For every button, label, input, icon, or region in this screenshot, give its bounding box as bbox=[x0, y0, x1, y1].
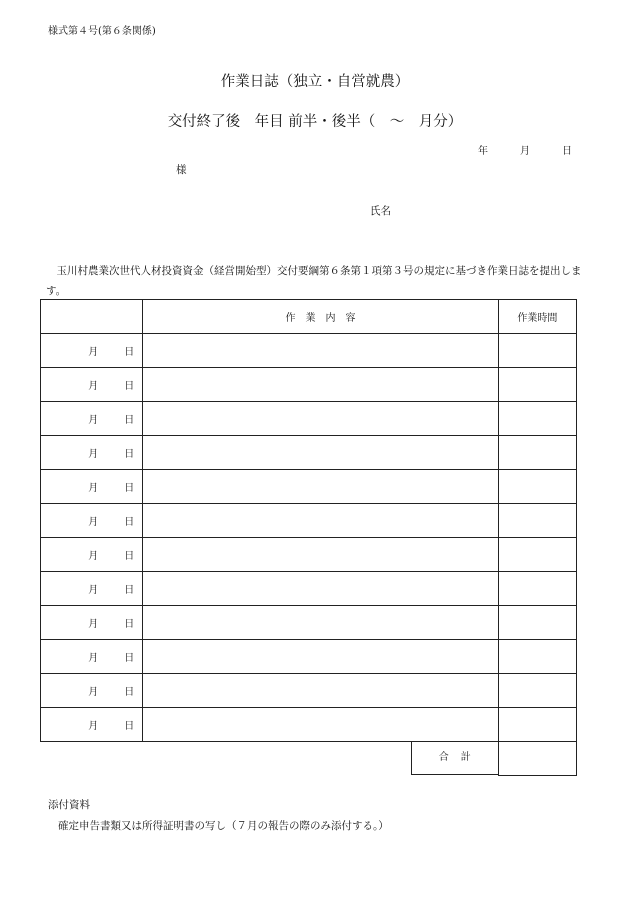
work-hours-cell[interactable] bbox=[498, 606, 576, 640]
day-label: 日 bbox=[124, 517, 135, 528]
month-label: 月 bbox=[88, 619, 99, 630]
month-label: 月 bbox=[88, 585, 99, 596]
work-hours-cell[interactable] bbox=[498, 538, 576, 572]
work-hours-cell[interactable] bbox=[498, 436, 576, 470]
work-content-cell[interactable] bbox=[143, 674, 499, 708]
date-cell[interactable] bbox=[41, 572, 143, 606]
date-cell[interactable] bbox=[41, 368, 143, 402]
form-number: 様式第４号(第６条関係) bbox=[48, 26, 156, 37]
table-row bbox=[41, 402, 577, 436]
work-content-cell[interactable] bbox=[143, 504, 499, 538]
day-label: 日 bbox=[124, 381, 135, 392]
date-day-label: 日 bbox=[562, 146, 572, 157]
header-work-content: 作 業 内 容 bbox=[143, 300, 499, 334]
date-cell[interactable] bbox=[41, 674, 143, 708]
work-hours-cell[interactable] bbox=[498, 402, 576, 436]
work-log-table bbox=[40, 299, 577, 776]
table-row bbox=[41, 334, 577, 368]
table-row bbox=[41, 504, 577, 538]
work-hours-cell[interactable] bbox=[498, 470, 576, 504]
date-year-label: 年 bbox=[478, 146, 488, 157]
attachments-heading: 添付資料 bbox=[48, 799, 90, 811]
work-content-cell[interactable] bbox=[143, 402, 499, 436]
day-label: 日 bbox=[124, 483, 135, 494]
table-header-row bbox=[41, 300, 577, 334]
day-label: 日 bbox=[124, 551, 135, 562]
document-title: 作業日誌（独立・自営就農） bbox=[220, 74, 410, 90]
work-hours-cell[interactable] bbox=[498, 708, 576, 742]
work-hours-cell[interactable] bbox=[498, 368, 576, 402]
month-label: 月 bbox=[88, 415, 99, 426]
day-label: 日 bbox=[124, 585, 135, 596]
date-cell[interactable] bbox=[41, 436, 143, 470]
table-row bbox=[41, 470, 577, 504]
total-label-container bbox=[143, 742, 499, 776]
table-row bbox=[41, 708, 577, 742]
day-label: 日 bbox=[124, 449, 135, 460]
work-content-cell[interactable] bbox=[143, 436, 499, 470]
date-cell[interactable] bbox=[41, 708, 143, 742]
work-content-cell[interactable] bbox=[143, 606, 499, 640]
date-cell[interactable] bbox=[41, 504, 143, 538]
total-label: 合計 bbox=[411, 742, 498, 775]
day-label: 日 bbox=[124, 347, 135, 358]
day-label: 日 bbox=[124, 619, 135, 630]
table-row bbox=[41, 538, 577, 572]
work-hours-cell[interactable] bbox=[498, 572, 576, 606]
month-label: 月 bbox=[88, 721, 99, 732]
date-cell[interactable] bbox=[41, 640, 143, 674]
date-month-label: 月 bbox=[520, 146, 530, 157]
month-label: 月 bbox=[88, 381, 99, 392]
total-hours-cell[interactable] bbox=[498, 742, 576, 776]
statement-text: 玉川村農業次世代人材投資資金（経営開始型）交付要綱第６条第１項第３号の規定に基づき作業日誌を提出します。 bbox=[46, 265, 582, 297]
day-label: 日 bbox=[124, 721, 135, 732]
month-label: 月 bbox=[88, 347, 99, 358]
work-content-cell[interactable] bbox=[143, 538, 499, 572]
month-label: 月 bbox=[88, 483, 99, 494]
work-content-cell[interactable] bbox=[143, 640, 499, 674]
total-row bbox=[41, 742, 577, 776]
table-row bbox=[41, 606, 577, 640]
month-label: 月 bbox=[88, 449, 99, 460]
name-label: 氏名 bbox=[370, 205, 391, 217]
work-content-cell[interactable] bbox=[143, 470, 499, 504]
header-work-hours: 作業時間 bbox=[498, 300, 576, 334]
work-content-cell[interactable] bbox=[143, 368, 499, 402]
addressee-suffix: 様 bbox=[176, 164, 187, 176]
work-hours-cell[interactable] bbox=[498, 674, 576, 708]
work-content-cell[interactable] bbox=[143, 334, 499, 368]
month-label: 月 bbox=[88, 517, 99, 528]
day-label: 日 bbox=[124, 687, 135, 698]
month-label: 月 bbox=[88, 687, 99, 698]
work-hours-cell[interactable] bbox=[498, 334, 576, 368]
table-row bbox=[41, 436, 577, 470]
date-cell[interactable] bbox=[41, 402, 143, 436]
date-cell[interactable] bbox=[41, 606, 143, 640]
total-spacer bbox=[41, 742, 143, 776]
work-content-cell[interactable] bbox=[143, 708, 499, 742]
date-cell[interactable] bbox=[41, 538, 143, 572]
table-row bbox=[41, 640, 577, 674]
day-label: 日 bbox=[124, 415, 135, 426]
submission-date bbox=[478, 142, 572, 157]
header-date bbox=[41, 300, 143, 334]
day-label: 日 bbox=[124, 653, 135, 664]
date-cell[interactable] bbox=[41, 470, 143, 504]
work-hours-cell[interactable] bbox=[498, 640, 576, 674]
attachments-item: 確定申告書類又は所得証明書の写し（７月の報告の際のみ添付する。） bbox=[58, 820, 389, 832]
work-content-cell[interactable] bbox=[143, 572, 499, 606]
month-label: 月 bbox=[88, 551, 99, 562]
document-subtitle: 交付終了後 年目 前半・後半（ 〜 月分） bbox=[167, 114, 463, 130]
table-row bbox=[41, 572, 577, 606]
date-cell[interactable] bbox=[41, 334, 143, 368]
table-row bbox=[41, 368, 577, 402]
work-hours-cell[interactable] bbox=[498, 504, 576, 538]
table-row bbox=[41, 674, 577, 708]
month-label: 月 bbox=[88, 653, 99, 664]
